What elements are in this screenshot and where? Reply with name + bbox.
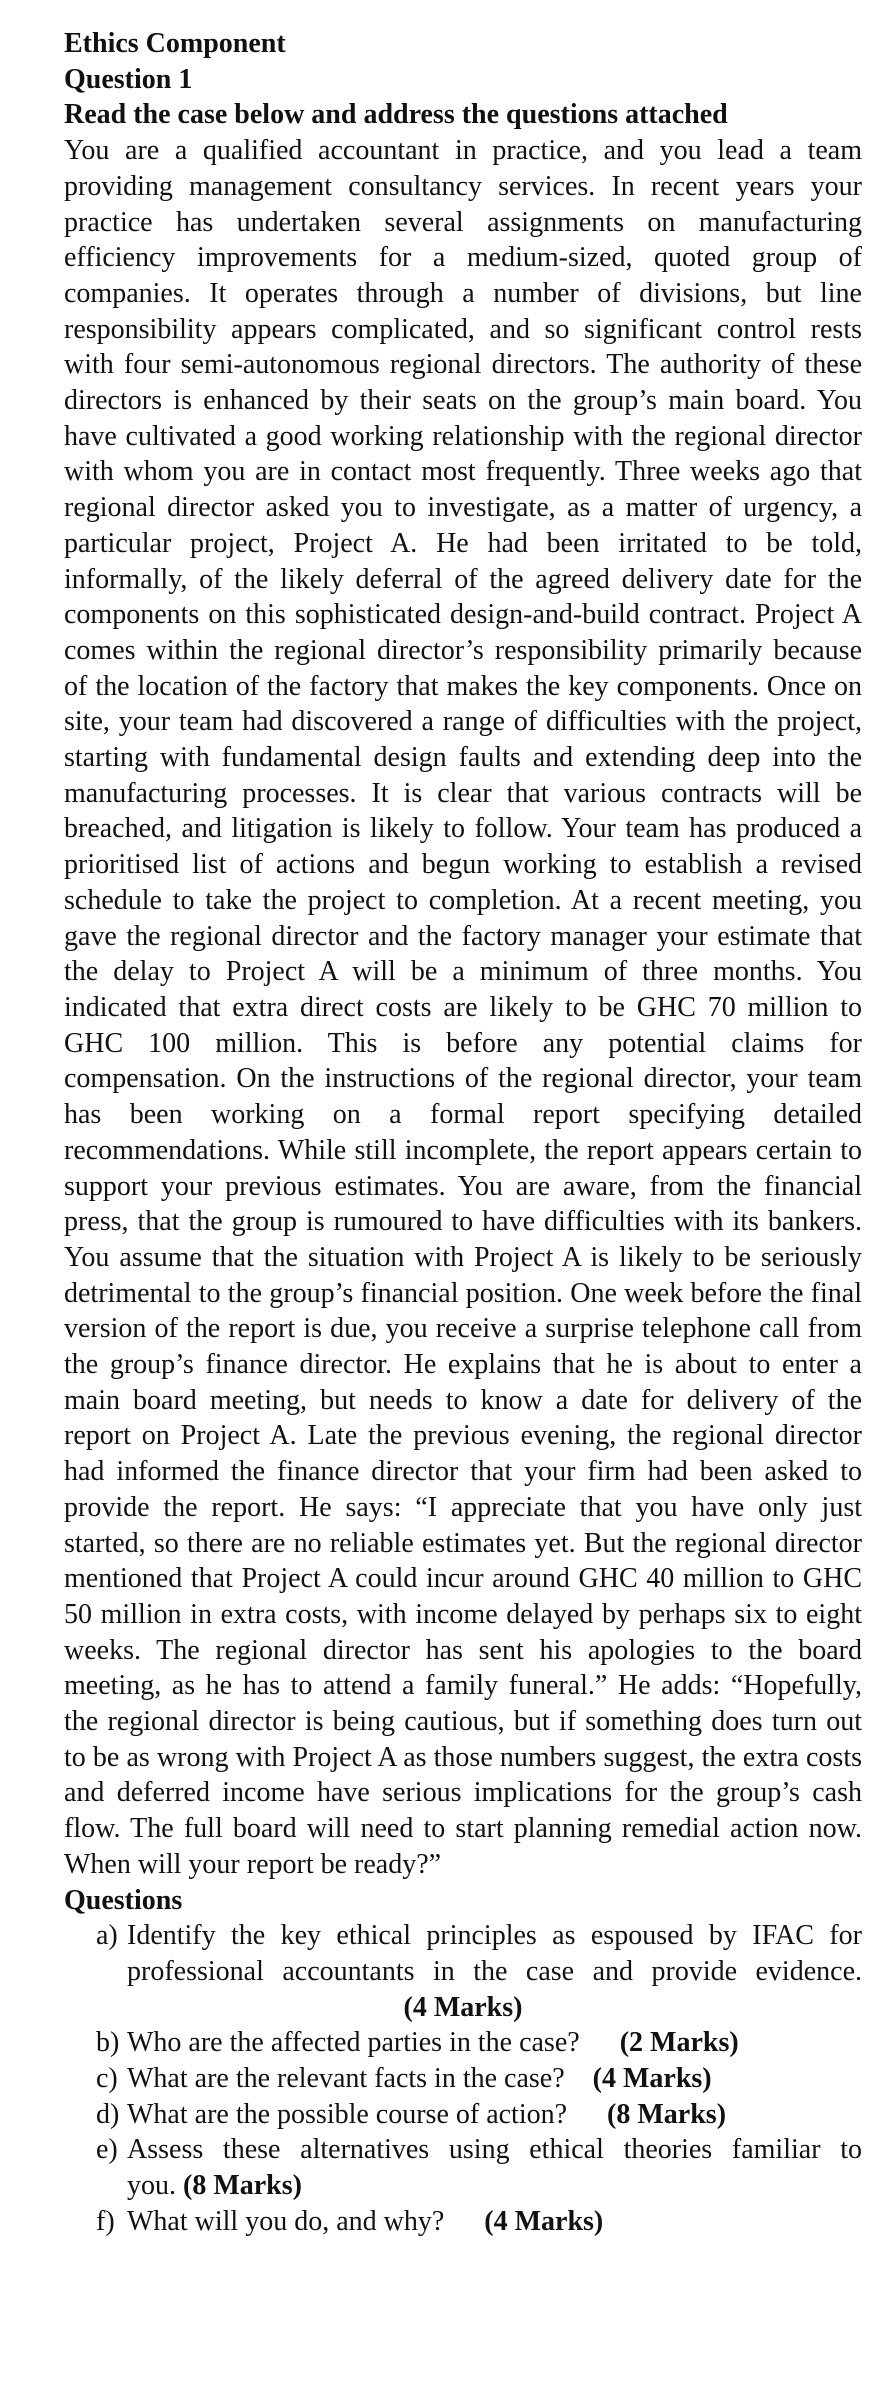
question-text: Who are the affected parties in the case? bbox=[127, 2027, 580, 2059]
questions-title: Questions bbox=[64, 1884, 183, 1916]
question-letter: d) bbox=[96, 2098, 120, 2130]
question-marks: (8 Marks) bbox=[607, 2098, 727, 2130]
question-letter: e) bbox=[96, 2134, 118, 2166]
case-text: You are a qualified accountant in practice, and you lead a team providing management consultancy services. In recent years your practice has undertaken several assignments on manufacturing efficiency improvements for a medium-sized, quoted group of companies. It operates through a number of divisions, but line responsibility appears complicated, and so significant control rests with four semi-autonomous regional directors. The authority of these directors is enhanced by their seats on the group’s main board. You have cultivated a good working relationship with the regional director with whom you are in contact most frequently. Three weeks ago that regional director asked you to investigate, as a matter of urgency, a particular project, Project A. He had been irritated to be told, informally, of the likely deferral of the agreed delivery date for the components on this sophisticated design-and-build contract. Project A comes within the regional director’s responsibility primarily because of the location of the factory that makes the key components. Once on site, your team had discovered a range of difficulties with the project, starting with fundamental design faults and extending deep into the manufacturing processes. It is clear that various contracts will be breached, and litigation is likely to follow. Your team has produced a prioritised list of actions and begun working to establish a revised schedule to take the project to completion. At a recent meeting, you gave the regional director and the factory manager your estimate that the delay to Project A will be a minimum of three months. You indicated that extra direct costs are likely to be GHC 70 million to GHC 100 million. This is before any potential claims for compensation. On the instructions of the regional director, your team has been working on a formal report specifying detailed recommendations. While still incomplete, the report appears certain to support your previous estimates. You are aware, from the financial press, that the group is rumoured to have difficulties with its bankers. You assume that the situation with Project A is likely to be seriously detrimental to the group’s financial position. One week before the final version of the report is due, you receive a surprise telephone call from the group’s finance director. He explains that he is about to enter a main board meeting, but needs to know a date for delivery of the report on Project A. Late the previous evening, the regional director had informed the finance director that your firm had been asked to provide the report. He says: “I appreciate that you have only just started, so there are no reliable estimates yet. But the regional director mentioned that Project A could incur around GHC 40 million to GHC 50 million in extra costs, with income delayed by perhaps six to eight weeks. The regional director has sent his apologies to the board meeting, as he has to attend a family funeral.” He adds: “Hopefully, the regional director is being cautious, but if something does turn out to be as wrong with Project A as those numbers suggest, the extra costs and deferred income have serious implications for the group’s cash flow. The full board will need to start planning remedial action now. When will your report be ready?” bbox=[64, 135, 862, 1880]
question-item bbox=[64, 2132, 862, 2203]
question-text: What are the possible course of action? bbox=[127, 2098, 568, 2130]
question-letter: b) bbox=[96, 2027, 120, 2059]
document-page bbox=[64, 26, 862, 2240]
question-text-continued: professional accountants in the case and provide evidence. bbox=[127, 1955, 862, 1987]
question-item bbox=[64, 2061, 862, 2097]
question-item bbox=[64, 2097, 862, 2133]
question-marks: (2 Marks) bbox=[619, 2027, 739, 2059]
component-title: Ethics Component bbox=[64, 28, 286, 59]
questions-list bbox=[64, 1918, 862, 2239]
question-number: Question 1 bbox=[64, 63, 193, 95]
question-letter: c) bbox=[96, 2063, 118, 2095]
question-item bbox=[64, 2025, 862, 2061]
question-marks: (8 Marks) bbox=[183, 2170, 302, 2202]
question-text: What will you do, and why? bbox=[127, 2205, 445, 2237]
question-letter: f) bbox=[96, 2205, 115, 2237]
question-item bbox=[64, 2204, 862, 2240]
case-instruction: Read the case below and address the questions attached bbox=[64, 99, 728, 131]
question-marks: (4 Marks) bbox=[484, 2205, 604, 2237]
question-letter: a) bbox=[96, 1920, 118, 1952]
question-text: Assess these alternatives using ethical theories familiar to bbox=[127, 2134, 862, 2166]
question-text: Identify the key ethical principles as espoused by IFAC for bbox=[127, 1920, 862, 1952]
question-item bbox=[64, 1918, 862, 2025]
question-marks: (4 Marks) bbox=[592, 2063, 712, 2095]
question-marks: (4 Marks) bbox=[403, 1991, 523, 2023]
question-text-continued: you. bbox=[127, 2170, 176, 2202]
question-text: What are the relevant facts in the case? bbox=[127, 2063, 565, 2095]
